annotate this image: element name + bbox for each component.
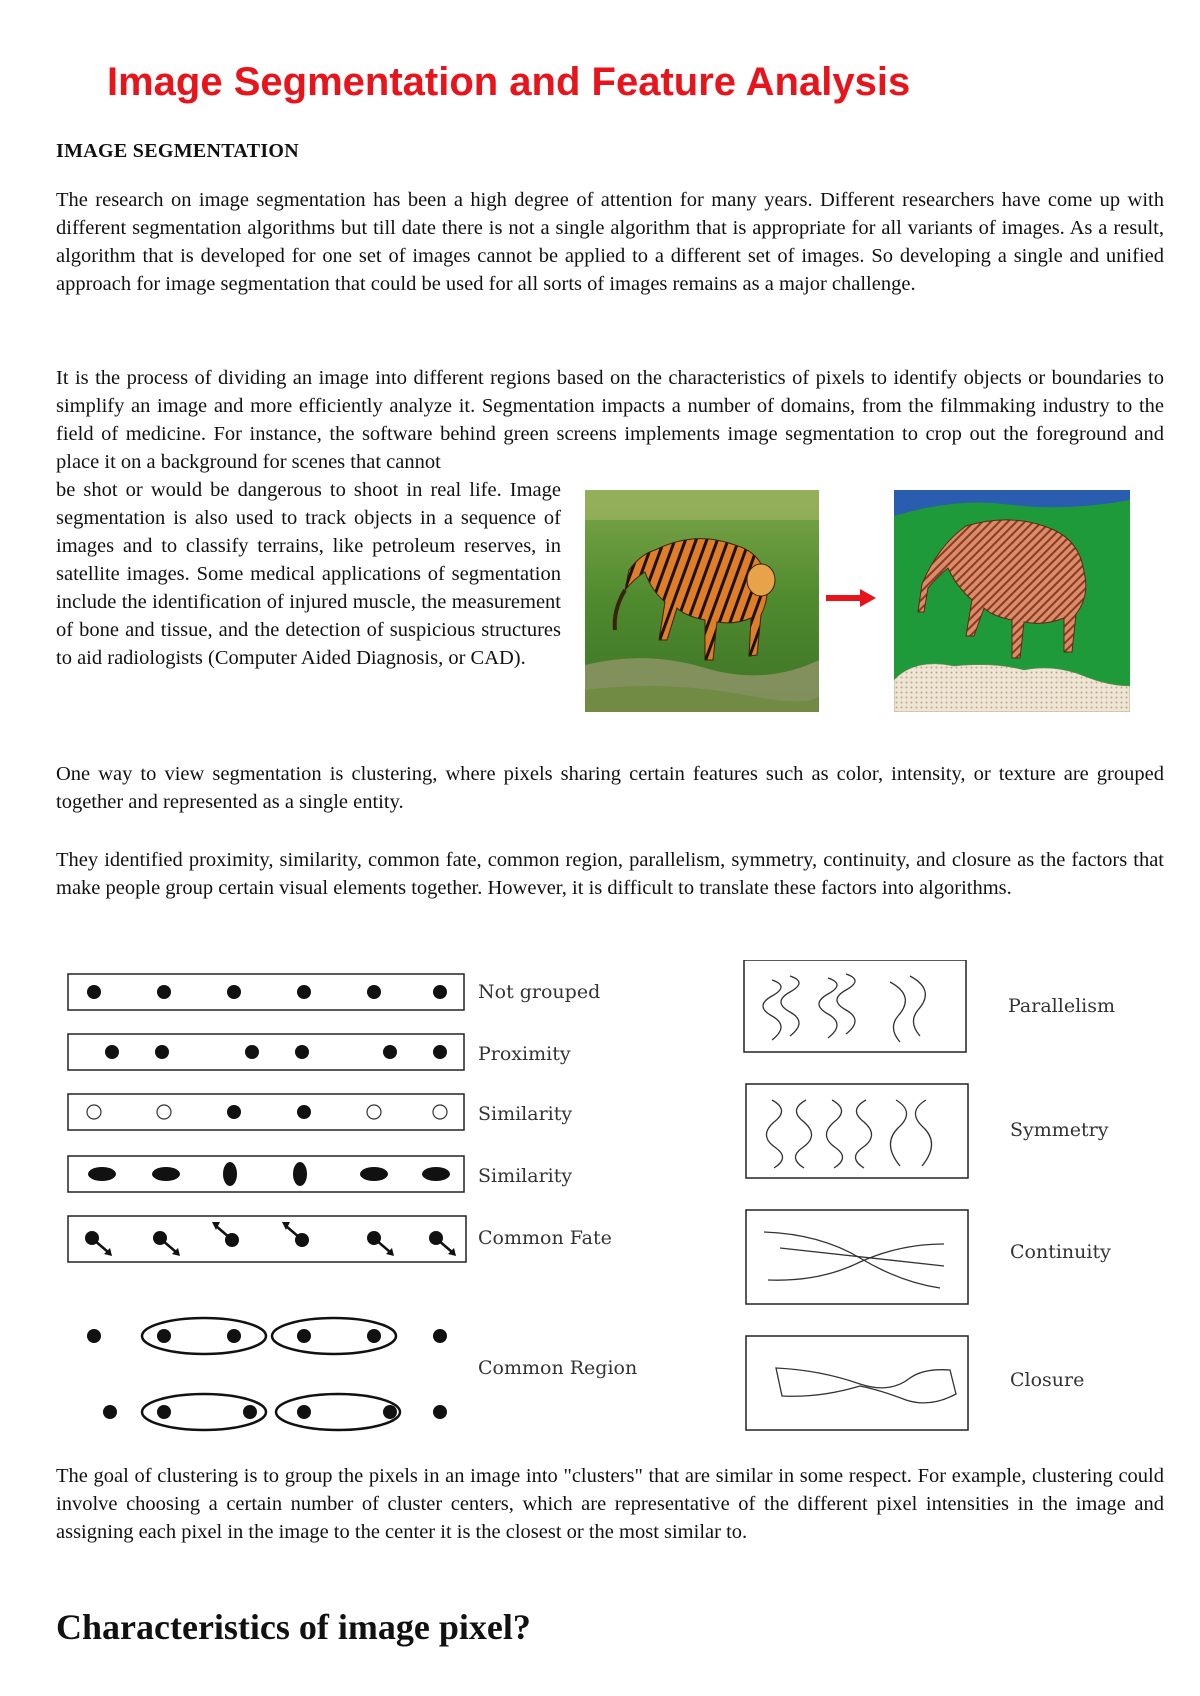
row-common-region <box>87 1318 447 1430</box>
document-title: Image Segmentation and Feature Analysis <box>107 60 911 104</box>
paragraph-process: It is the process of dividing an image into different regions based on the characteristics of pixels to identify objects or boundaries to simplify an image and more efficiently analyze it. Segmentation impacts a number of domains, from the filmmaking industry to the field of medicine. For instance, the software behind green screens implements image segmentation to crop out the foreground and place it on a background for scenes that cannot <box>56 367 1164 473</box>
row-not-grouped <box>68 974 464 1010</box>
label-similarity-2: Similarity <box>478 1165 573 1187</box>
segmented-image <box>894 490 1130 712</box>
paragraph-research: The research on image segmentation has been a high degree of attention for many years. Different researchers have come up with different segmentation algorithms but till date there is not a single algorithm that is appropriate for all variants of images. As a result, algorithm that is developed for one set of images cannot be applied to a different set of images. So developing a single and unified approach for image segmentation that could be used for all sorts of images remains as a major challenge. <box>56 189 1164 295</box>
arrow-right-icon <box>826 588 876 608</box>
section-heading: IMAGE SEGMENTATION <box>56 140 300 162</box>
box-parallelism <box>744 960 966 1052</box>
heading-characteristics: Characteristics of image pixel? <box>56 1607 531 1647</box>
label-common-fate: Common Fate <box>478 1227 612 1249</box>
box-symmetry <box>746 1084 968 1178</box>
tiger-photo <box>585 490 819 712</box>
label-symmetry: Symmetry <box>1010 1119 1109 1141</box>
paragraph-applications: be shot or would be dangerous to shoot in real life. Image segmentation is also used to track objects in a sequence of images and to classify terrains, like petroleum reserves, in satellite images. Some medical applications of segmentation include the identification of injured muscle, the measurement of bone and tissue, and the detection of suspicious structures to aid radiologists (Computer Aided Diagnosis, or CAD). <box>56 479 561 669</box>
row-similarity-shape <box>68 1156 464 1192</box>
paragraph-goal-of-clustering: The goal of clustering is to group the pixels in an image into "clusters" that are similar in some respect. For example, clustering could involve choosing a certain number of cluster centers, which are representative of the different pixel intensities in the image and assigning each pixel in the image to the center it is the closest or the most similar to. <box>56 1465 1164 1543</box>
paragraph-factors: They identified proximity, similarity, common fate, common region, parallelism, symmetry, continuity, and closure as the factors that make people group certain visual elements together. However, it is difficult to translate these factors into algorithms. <box>56 849 1164 899</box>
row-similarity-fill <box>68 1094 464 1130</box>
label-parallelism: Parallelism <box>1008 995 1115 1017</box>
label-continuity: Continuity <box>1010 1241 1111 1263</box>
row-proximity <box>68 1034 464 1070</box>
label-not-grouped: Not grouped <box>478 981 601 1003</box>
paragraph-clustering: One way to view segmentation is clustering, where pixels sharing certain features such as color, intensity, or texture are grouped together and represented as a single entity. <box>56 763 1164 813</box>
label-proximity: Proximity <box>478 1043 571 1065</box>
label-closure: Closure <box>1010 1369 1085 1391</box>
row-common-fate <box>68 1216 466 1262</box>
box-closure <box>746 1336 968 1430</box>
gestalt-grouping-figure <box>60 960 1160 1440</box>
label-similarity-1: Similarity <box>478 1103 573 1125</box>
label-common-region: Common Region <box>478 1357 638 1379</box>
box-continuity <box>746 1210 968 1304</box>
